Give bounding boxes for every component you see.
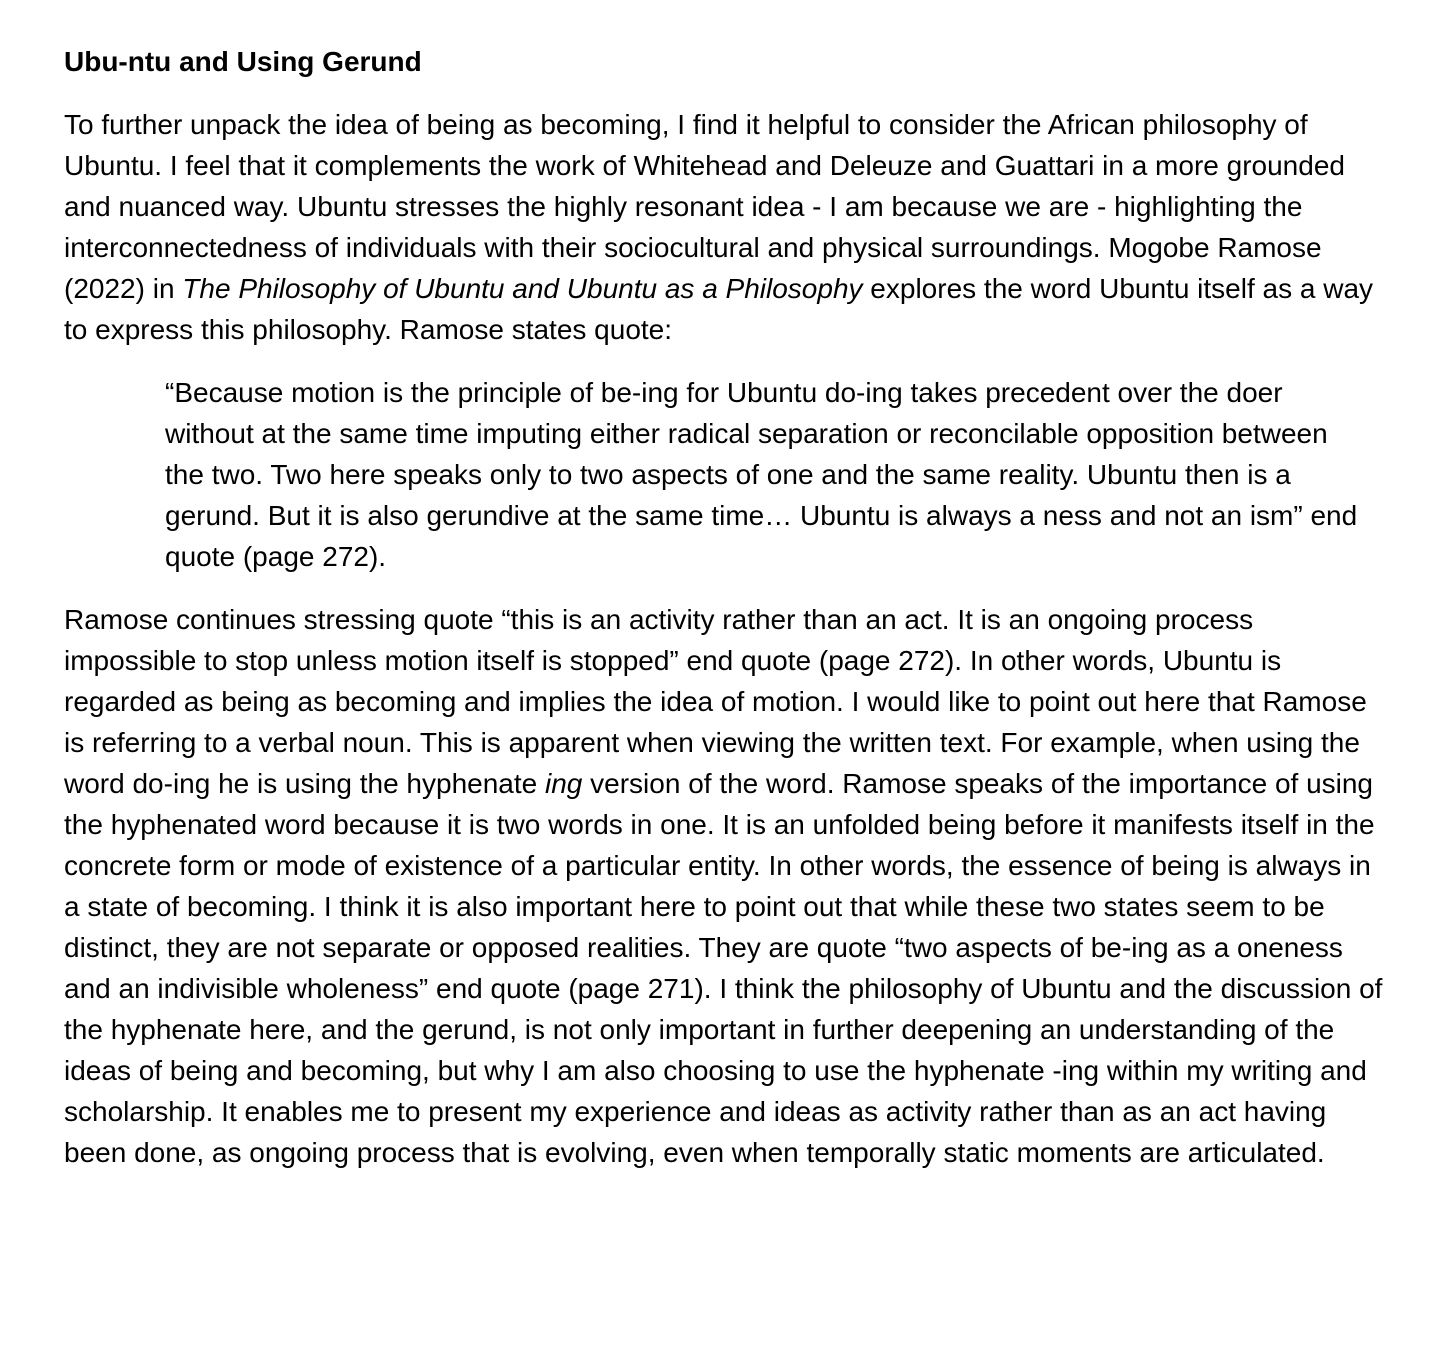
intro-text-after: explores the word Ubuntu itself as a way to express this philosophy. Ramose states quote: <box>64 273 1374 345</box>
discussion-text-before: Ramose continues stressing quote “this is an activity rather than an act. It is an ongoing process impossible to stop unless motion itself is stopped” end quote (page 272). In other words, Ubuntu is regarded as being as becoming and implies the idea of motion. I would like to point out here that Ramose is referring to a verbal noun. This is apparent when viewing the written text. For example, when using the word do-ing he is using the hyphenate <box>64 604 1367 799</box>
intro-paragraph <box>64 104 1384 350</box>
discussion-text-after: version of the word. Ramose speaks of the importance of using the hyphenated word because it is two words in one. It is an unfolded being before it manifests itself in the concrete form or mode of existence of a particular entity. In other words, the essence of being is always in a state of becoming. I think it is also important here to point out that while these two states seem to be distinct, they are not separate or opposed realities. They are quote “two aspects of be-ing as a oneness and an indivisible wholeness” end quote (page 271). I think the philosophy of Ubuntu and the discussion of the hyphenate here, and the gerund, is not only important in further deepening an understanding of the ideas of being and becoming, but why I am also choosing to use the hyphenate -ing within my writing and scholarship. It enables me to present my experience and ideas as activity rather than as an act having been done, as ongoing process that is evolving, even when temporally static moments are articulated. <box>64 768 1383 1168</box>
book-title: The Philosophy of Ubuntu and Ubuntu as a Philosophy <box>182 273 863 304</box>
section-heading: Ubu-ntu and Using Gerund <box>64 46 422 77</box>
document-body <box>64 42 1384 1173</box>
discussion-paragraph <box>64 599 1384 1173</box>
block-quote: “Because motion is the principle of be-ing for Ubuntu do-ing takes precedent over the doer without at the same time imputing either radical separation or reconcilable opposition between the two. Two here speaks only to two aspects of one and the same reality. Ubuntu then is a gerund. But it is also gerundive at the same time… Ubuntu is always a ness and not an ism” end quote (page 272). <box>165 377 1358 572</box>
emphasized-ing: ing <box>545 768 583 799</box>
intro-text-before: To further unpack the idea of being as becoming, I find it helpful to consider the African philosophy of Ubuntu. I feel that it complements the work of Whitehead and Deleuze and Guattari in a more grounded and nuanced way. Ubuntu stresses the highly resonant idea - I am because we are - highlighting the interconnectedness of individuals with their sociocultural and physical surroundings. Mogobe Ramose (2022) in <box>64 109 1345 304</box>
